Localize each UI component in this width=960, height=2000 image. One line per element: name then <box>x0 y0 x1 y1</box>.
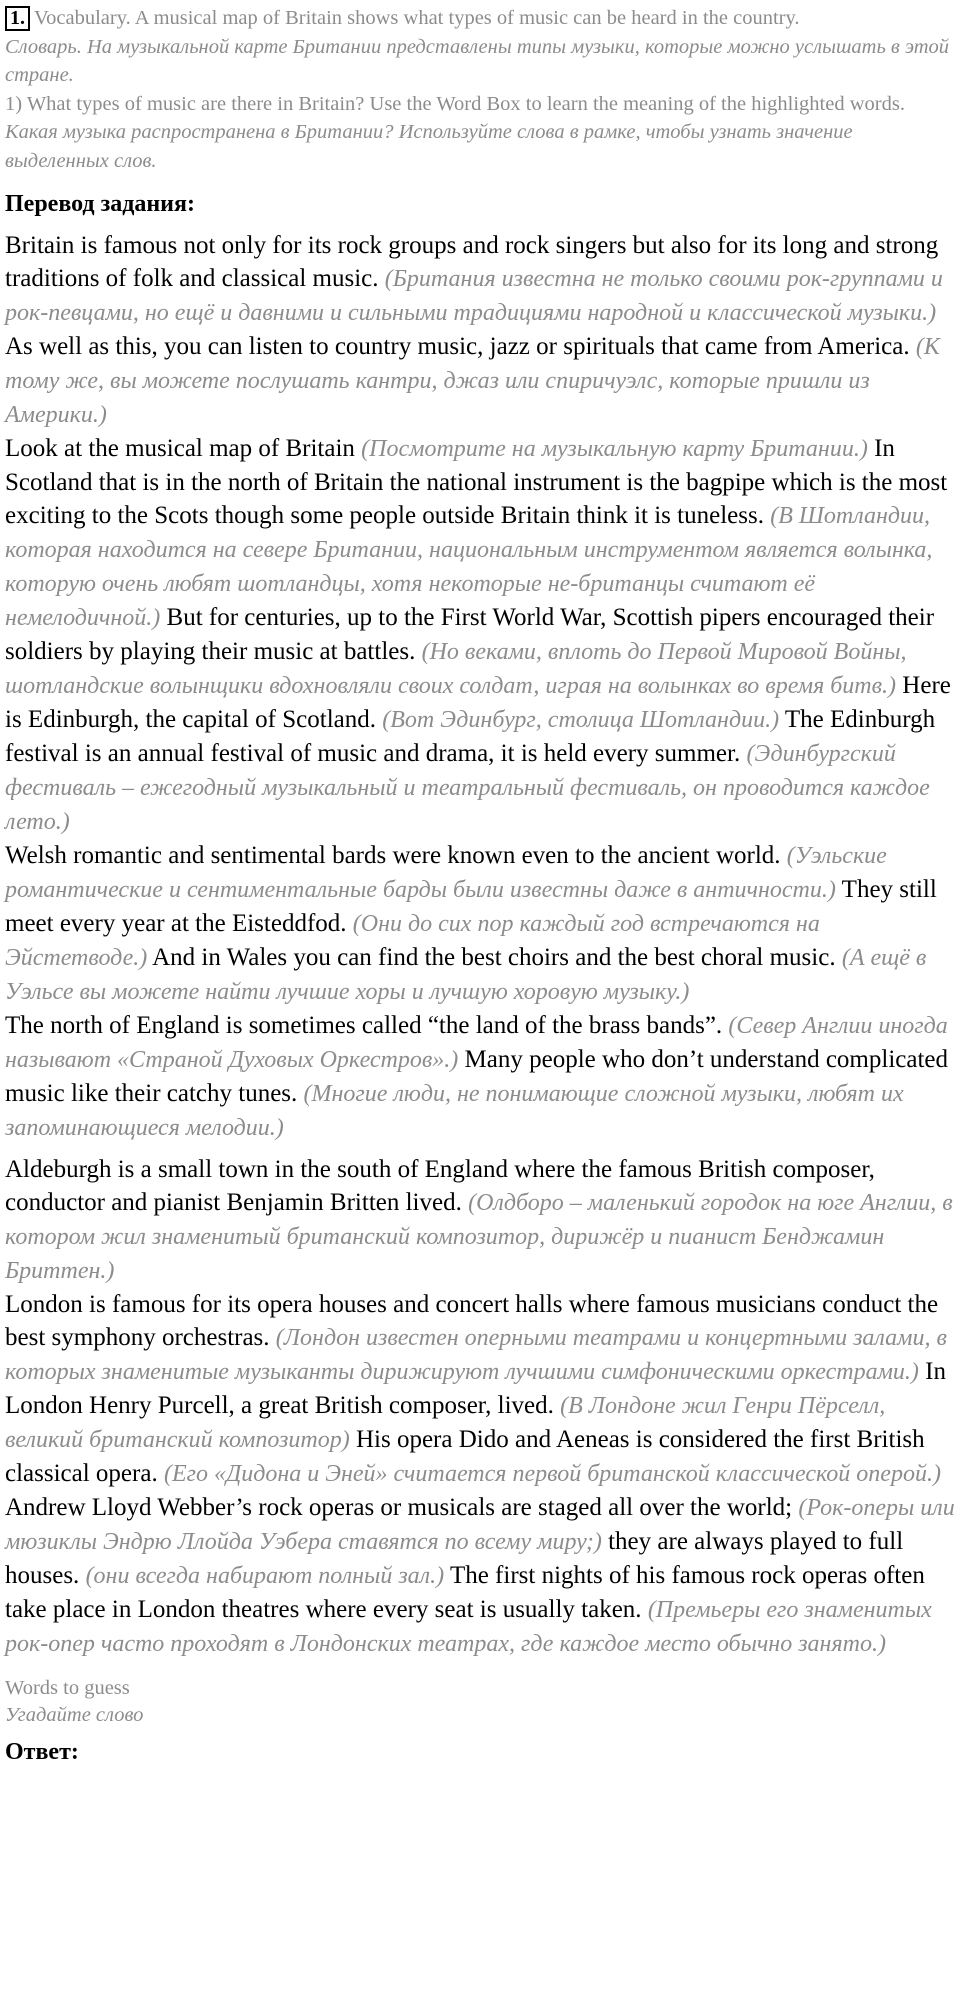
paragraph <box>5 1288 955 1661</box>
english-text: The north of England is sometimes called “the land of the brass bands”. <box>5 1012 729 1039</box>
english-text: London is famous for its opera houses and concert halls where famous musicians conduct the best symphony orchestras. <box>5 1291 939 1351</box>
russian-translation: (Север Англии иногда называют «Страной Духовых Оркестров».) <box>5 1013 948 1073</box>
english-text: Britain is famous not only for its rock groups and rock singers but also for its long and strong traditions of folk and classical music. <box>5 232 939 292</box>
paragraph <box>5 229 955 432</box>
english-text: As well as this, you can listen to country music, jazz or spirituals that came from America. <box>5 333 916 360</box>
russian-translation: (Олдборо – маленький городок на юге Англии, в котором жил знаменитый британский композитор, дирижёр и пианист Бенджамин Бриттен.) <box>5 1190 953 1284</box>
russian-translation: (Премьеры его знаменитых рок-опер часто проходят в Лондонских театрах, где каждое место обычно занято.) <box>5 1597 932 1657</box>
english-text: The Edinburgh festival is an annual festival of music and drama, it is held every summer. <box>5 706 936 767</box>
english-text: they are always played to full houses. <box>5 1528 904 1589</box>
translation-heading: Перевод задания: <box>5 191 195 217</box>
english-text: The first nights of his famous rock operas often take place in London theatres where every seat is usually taken. <box>5 1562 925 1623</box>
paragraph <box>5 432 955 839</box>
english-text: Aldeburgh is a small town in the south of England where the famous British composer, conductor and pianist Benjamin Britten lived. <box>5 1156 875 1216</box>
words-to-guess <box>5 1675 955 1729</box>
russian-translation: (Эдинбургский фестиваль – ежегодный музыкальный и театральный фестиваль, он проводится каждое лето.) <box>5 741 930 835</box>
russian-translation: (В Лондоне жил Генри Пёрселл, великий британский композитор) <box>5 1393 886 1453</box>
english-text: Look at the musical map of Britain <box>5 435 362 462</box>
paragraph <box>5 1153 955 1288</box>
english-text: His opera Dido and Aeneas is considered the first British classical opera. <box>5 1426 925 1487</box>
russian-translation: (Рок-оперы или мюзиклы Эндрю Ллойда Уэбера ставятся по всему миру;) <box>5 1495 955 1555</box>
paragraph <box>5 839 955 1009</box>
words-to-guess-en: Words to guess <box>5 1677 130 1699</box>
paragraph-gap <box>5 1145 955 1153</box>
task-block <box>5 4 955 175</box>
words-to-guess-ru: Угадайте слово <box>5 1704 144 1726</box>
task-intro-en <box>5 4 955 33</box>
russian-translation: (К тому же, вы можете послушать кантри, джаз или спиричуэлс, которые пришли из Америки.) <box>5 334 940 428</box>
russian-translation: (Вот Эдинбург, столица Шотландии.) <box>382 707 780 733</box>
english-text: Many people who don’t understand complicated music like their catchy tunes. <box>5 1046 948 1107</box>
translation-text <box>5 229 955 1661</box>
russian-translation: (Уэльские романтические и сентиментальные барды были известны даже в античности.) <box>5 843 887 903</box>
russian-translation: (Но веками, вплоть до Первой Мировой Войны, шотландские волынщики вдохновляли своих солдат, играя на волынках во время битв.) <box>5 639 907 699</box>
english-text: Welsh romantic and sentimental bards were known even to the ancient world. <box>5 842 787 869</box>
russian-translation: (Лондон известен оперными театрами и концертными залами, в которых знаменитые музыканты дирижируют лучшими симфоническими оркестрами.) <box>5 1325 947 1385</box>
task-question-en: 1) What types of music are there in Britain? Use the Word Box to learn the meaning of the highlighted words. <box>5 92 905 115</box>
russian-translation: (они всегда набирают полный зал.) <box>85 1563 445 1589</box>
english-text: And in Wales you can find the best choirs and the best choral music. <box>147 944 842 971</box>
english-text: Andrew Lloyd Webber’s rock operas or musicals are staged all over the world; <box>5 1494 799 1521</box>
task-number: 1. <box>5 6 30 31</box>
english-text: In Scotland that is in the north of Britain the national instrument is the bagpipe which is the most exciting to the Scots though some people outside Britain think it is tuneless. <box>5 435 948 529</box>
page <box>5 4 955 1767</box>
task-question-ru: Какая музыка распространена в Британии? Используйте слова в рамке, чтобы узнать значение выделенных слов. <box>5 121 853 172</box>
task-intro-en-text: Vocabulary. A musical map of Britain shows what types of music can be heard in the country. <box>34 7 800 29</box>
russian-translation: (А ещё в Уэльсе вы можете найти лучшие хоры и лучшую хоровую музыку.) <box>5 945 927 1005</box>
russian-translation: (В Шотландии, которая находится на севере Британии, национальным инструментом является волынка, которую очень любят шотландцы, хотя некоторые не-британцы считают её немелодичной.) <box>5 503 933 631</box>
paragraph <box>5 1009 955 1145</box>
russian-translation: (Многие люди, не понимающие сложной музыки, любят их запоминающиеся мелодии.) <box>5 1081 904 1141</box>
english-text: They still meet every year at the Eisteddfod. <box>5 876 937 937</box>
russian-translation: (Его «Дидона и Эней» считается первой британской классической оперой.) <box>163 1461 941 1487</box>
russian-translation: (Посмотрите на музыкальную карту Британии.) <box>361 436 868 462</box>
english-text: In London Henry Purcell, a great British composer, lived. <box>5 1358 946 1419</box>
english-text: But for centuries, up to the First World War, Scottish pipers encouraged their soldiers by playing their music at battles. <box>5 604 935 665</box>
russian-translation: (Они до сих пор каждый год встречаются на Эйстетводе.) <box>5 911 820 971</box>
english-text: Here is Edinburgh, the capital of Scotland. <box>5 672 951 733</box>
answer-label: Ответ: <box>5 1739 79 1765</box>
task-intro-ru: Словарь. На музыкальной карте Британии представлены типы музыки, которые можно услышать в этой стране. <box>5 35 950 86</box>
russian-translation: (Британия известна не только своими рок-группами и рок-певцами, но ещё и давними и сильными традициями народной и классической музыки.) <box>5 266 943 326</box>
